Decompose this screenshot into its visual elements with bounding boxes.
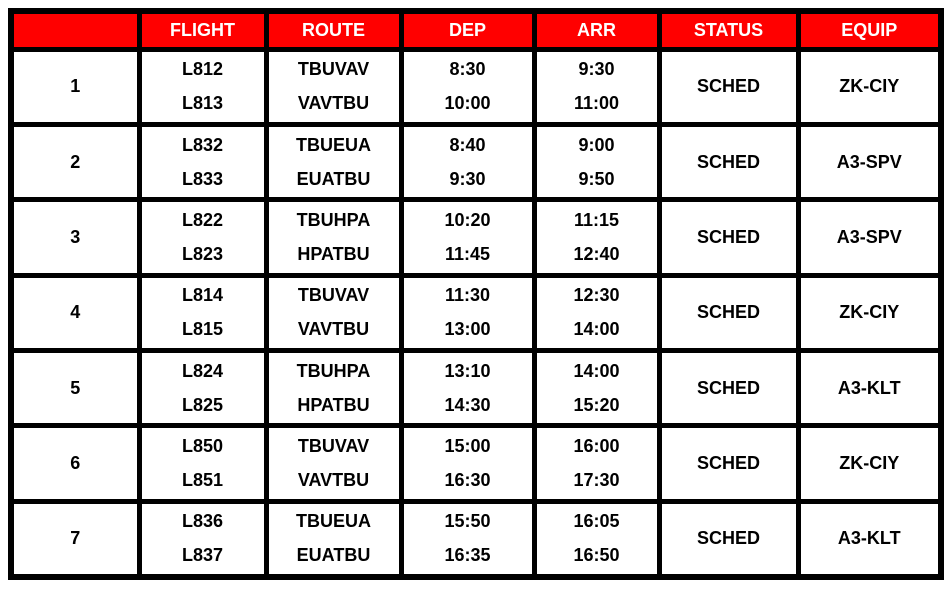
route-cell [266, 350, 401, 425]
route-cell [266, 501, 401, 577]
dep-leg-2: 16:30 [444, 469, 491, 490]
arr-leg-1: 16:05 [573, 511, 620, 532]
flight-leg-2: L823 [181, 243, 224, 264]
arr-leg-2: 9:50 [578, 168, 615, 189]
dep-leg-2: 14:30 [444, 394, 491, 415]
status-cell: SCHED [659, 350, 798, 425]
route-cell [266, 426, 401, 501]
flight-cell [139, 124, 266, 199]
dep-leg-1: 13:10 [444, 360, 491, 381]
flight-leg-1: L812 [181, 59, 224, 80]
row-number-cell: 4 [11, 275, 139, 350]
flight-leg-1: L814 [181, 285, 224, 306]
flight-cell [139, 350, 266, 425]
dep-leg-1: 15:50 [444, 511, 491, 532]
dep-leg-2: 11:45 [444, 243, 491, 264]
route-leg-1: TBUEUA [296, 134, 371, 155]
dep-leg-1: 8:40 [449, 134, 486, 155]
arr-leg-1: 9:00 [578, 134, 615, 155]
arr-leg-2: 17:30 [573, 469, 620, 490]
row-number-cell: 5 [11, 350, 139, 425]
arr-leg-1: 9:30 [578, 59, 615, 80]
header-status: STATUS [659, 11, 798, 49]
arr-cell [534, 49, 659, 124]
flight-schedule-table-wrap [8, 8, 938, 580]
arr-leg-1: 12:30 [573, 285, 620, 306]
flight-cell [139, 275, 266, 350]
arr-leg-2: 14:00 [573, 319, 620, 340]
status-cell: SCHED [659, 275, 798, 350]
table-row [11, 275, 941, 350]
row-number-cell: 6 [11, 426, 139, 501]
row-number-cell: 7 [11, 501, 139, 577]
dep-cell [401, 350, 534, 425]
flight-leg-1: L850 [181, 435, 224, 456]
dep-cell [401, 49, 534, 124]
route-leg-1: TBUHPA [296, 209, 371, 230]
dep-cell [401, 200, 534, 275]
route-leg-1: TBUHPA [296, 360, 371, 381]
flight-leg-2: L813 [181, 93, 224, 114]
dep-leg-1: 11:30 [444, 285, 491, 306]
header-equip: EQUIP [798, 11, 941, 49]
equip-cell: ZK-CIY [798, 426, 941, 501]
equip-cell: ZK-CIY [798, 49, 941, 124]
arr-leg-1: 11:15 [573, 209, 620, 230]
status-cell: SCHED [659, 49, 798, 124]
arr-leg-2: 15:20 [573, 394, 620, 415]
equip-cell: A3-KLT [798, 501, 941, 577]
dep-cell [401, 275, 534, 350]
arr-cell [534, 426, 659, 501]
header-dep: DEP [401, 11, 534, 49]
flight-leg-2: L815 [181, 319, 224, 340]
route-leg-2: HPATBU [297, 243, 370, 264]
header-row [11, 11, 941, 49]
flight-leg-2: L825 [181, 394, 224, 415]
flight-leg-1: L836 [181, 511, 224, 532]
equip-cell: ZK-CIY [798, 275, 941, 350]
arr-leg-2: 16:50 [573, 545, 620, 566]
row-number-cell: 2 [11, 124, 139, 199]
flight-leg-1: L822 [181, 209, 224, 230]
route-leg-1: TBUEUA [296, 511, 371, 532]
arr-leg-1: 14:00 [573, 360, 620, 381]
flight-leg-2: L833 [181, 168, 224, 189]
row-number-cell: 3 [11, 200, 139, 275]
status-cell: SCHED [659, 200, 798, 275]
equip-cell: A3-SPV [798, 124, 941, 199]
header-blank [11, 11, 139, 49]
table-row [11, 49, 941, 124]
table-row [11, 200, 941, 275]
table-row [11, 426, 941, 501]
dep-leg-2: 13:00 [444, 319, 491, 340]
route-cell [266, 124, 401, 199]
route-leg-1: TBUVAV [297, 435, 370, 456]
route-cell [266, 275, 401, 350]
route-leg-2: EUATBU [296, 545, 371, 566]
header-route: ROUTE [266, 11, 401, 49]
flight-cell [139, 200, 266, 275]
flight-schedule-table [8, 8, 944, 580]
dep-leg-1: 15:00 [444, 435, 491, 456]
route-leg-2: VAVTBU [297, 93, 370, 114]
equip-cell: A3-SPV [798, 200, 941, 275]
arr-cell [534, 350, 659, 425]
arr-cell [534, 124, 659, 199]
arr-cell [534, 501, 659, 577]
equip-cell: A3-KLT [798, 350, 941, 425]
dep-leg-2: 9:30 [449, 168, 486, 189]
route-leg-2: VAVTBU [297, 469, 370, 490]
arr-leg-1: 16:00 [573, 435, 620, 456]
dep-cell [401, 426, 534, 501]
route-cell [266, 49, 401, 124]
flight-leg-1: L824 [181, 360, 224, 381]
table-row [11, 124, 941, 199]
flight-cell [139, 49, 266, 124]
dep-leg-2: 10:00 [444, 93, 491, 114]
route-leg-2: HPATBU [297, 394, 370, 415]
flight-cell [139, 501, 266, 577]
flight-leg-1: L832 [181, 134, 224, 155]
dep-cell [401, 501, 534, 577]
arr-leg-2: 12:40 [573, 243, 620, 264]
flight-leg-2: L837 [181, 545, 224, 566]
dep-leg-2: 16:35 [444, 545, 491, 566]
arr-cell [534, 275, 659, 350]
status-cell: SCHED [659, 426, 798, 501]
header-flight: FLIGHT [139, 11, 266, 49]
status-cell: SCHED [659, 501, 798, 577]
route-leg-2: EUATBU [296, 168, 371, 189]
table-row [11, 501, 941, 577]
dep-cell [401, 124, 534, 199]
arr-leg-2: 11:00 [573, 93, 620, 114]
route-cell [266, 200, 401, 275]
flight-leg-2: L851 [181, 469, 224, 490]
flight-cell [139, 426, 266, 501]
arr-cell [534, 200, 659, 275]
row-number-cell: 1 [11, 49, 139, 124]
route-leg-2: VAVTBU [297, 319, 370, 340]
table-row [11, 350, 941, 425]
route-leg-1: TBUVAV [297, 59, 370, 80]
header-arr: ARR [534, 11, 659, 49]
status-cell: SCHED [659, 124, 798, 199]
dep-leg-1: 8:30 [449, 59, 486, 80]
dep-leg-1: 10:20 [444, 209, 491, 230]
route-leg-1: TBUVAV [297, 285, 370, 306]
